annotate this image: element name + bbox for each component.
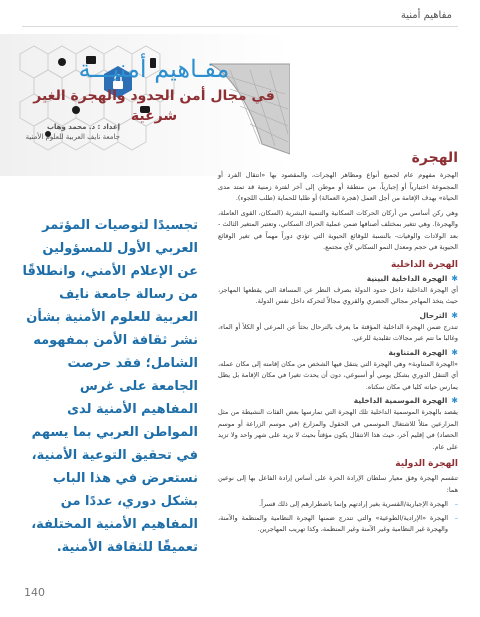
article-title-block — [24, 54, 284, 126]
intro-paragraph: الهجرة مفهوم عام لجميع أنواع ومظاهر الهجرات، والمقصود بها «انتقال الفرد أو المجموعة اختيارياً أو إجبارياً، من منطقة أو موطن إلى آخر لفترة زمنية قد تمتد مدى الحياة» بهدف الإقامة من أجل العمل (هجرة العمالة) أو طلبا للحماية (طلب اللجوء). — [218, 171, 458, 202]
subsection-heading-label: الهجرة المتناوبة — [388, 347, 448, 357]
subsection-heading-label: الترحال — [419, 310, 448, 320]
subsection-heading — [218, 348, 458, 357]
header-divider — [22, 26, 458, 27]
subsection-heading — [218, 311, 458, 320]
subsection-text: «الهجرة المتناوبة» وهي الهجرة التي يتنقل فيها الشخص من مكان إقامته إلى مكان عمله، أي التنقل الدوري بشكل يومي أو أسبوعي، دون أن يحدث تغيرا في مكان الإقامة بل يظل يمارس حياته كليا في مكان سكناه. — [218, 359, 458, 391]
subsection-heading-label: الهجرة الموسمية الداخلية — [353, 396, 448, 405]
star-bullet-icon: ✱ — [451, 396, 458, 405]
section-tag: مفاهيم أمنية — [400, 10, 452, 21]
migration-heading: الهجرة — [411, 150, 458, 166]
subsection-text: أي الهجرة الداخلية داخل حدود الدولة بصرف النظر عن المسافة التي يقطعها المهاجر، حيث يتخذ المهاجر مجالي الحضري والقروي مجالاً لتحركه داخل نفس الدولة. — [218, 285, 458, 305]
star-bullet-icon: ✱ — [451, 273, 458, 283]
intro-paragraph: وهي ركن أساسي من أركان الحركات السكانية والتنمية البشرية (السكان، القوى العاملة، والهجرة). وهي تتغير بمختلف أصنافها ضمن عملية الحراك السكاني، وتعتبر المتغير الثالث - بعد الولادات والوفيات- بالنسبة للوقائع الحيوية التي تؤدي دوراً مهماً في تغير الوقائع الحيوية في حجم ومعدل النمو السكاني لأي مجتمع. — [218, 208, 458, 251]
subsection-heading — [218, 274, 458, 283]
international-migration-heading: الهجرة الدولية — [395, 459, 458, 469]
article-title: مفـاهيم أمنيـــة — [78, 55, 230, 83]
list-item: – الهجرة «الإرادية/الطوعية» والتي تندرج ضمنها الهجرة النظامية والمنظمة والآمنة، والهجرة غير النظامية وغير الآمنة وغير المنظمة، وكذا تهريب المهاجرين. — [218, 513, 458, 536]
subsection-heading — [218, 396, 458, 405]
author-name: إعداد : د. محمد وهاب — [47, 123, 120, 131]
internal-migration-heading: الهجرة الداخلية — [391, 259, 458, 270]
international-intro: تنقسم الهجرة وفق معيار سلطان الإرادة الحرة على أساس إرادة الفاعل بها إلى نوعين هما: — [218, 474, 458, 494]
list-item: – الهجرة الإجبارية/القسرية بغير إرادتهم وإنما باضطرارهم إلى ذلك قسراً. — [218, 499, 458, 511]
article-body — [218, 150, 458, 538]
star-bullet-icon: ✱ — [451, 310, 458, 320]
author-affiliation: جامعة نايف العربية للعلوم الأمنية — [25, 133, 120, 141]
page-number: 140 — [24, 586, 45, 599]
star-bullet-icon: ✱ — [451, 347, 458, 357]
subsection-text: تندرج ضمن الهجرة الداخلية المؤقتة ما يعرف بالترحال بحثاً عن المرعى أو الكلأ أو الماء، وغالبا ما تتم عبر مجالات تقليدية للرعي. — [218, 322, 458, 342]
subsection-text: يقصد بالهجرة الموسمية الداخلية تلك الهجرة التي تمارسها بعض الفئات النشيطة من مثل المزارعين مثلاً للاشتغال الموسمي في الحقول والمزارع (في موسم الزراعة أو موسم الحصاد) في إقليم آخر، حيث هذا الانتقال يكون مؤقتاً بحيث لا يزيد على شهر واحد ولا تزيد على عام. — [218, 408, 458, 451]
subsection-heading-label: الهجرة الداخلية البينية — [366, 273, 448, 283]
pull-quote: تجسيدًا لتوصيات المؤتمر العربي الأول للمسؤولين عن الإعلام الأمني، وانطلاقًا من رسالة جامعة نايف العربية للعلوم الأمنية بشأن نشر ثقافة الأمن بمفهومه الشامل؛ فقد حرصت الجامعة على غرس المفاهيم الأمنية لدى المواطن العربي بما يسهم في تحقيق التوعية الأمنية، نستعرض في هذا الباب بشكل دوري، عددًا من المفاهيم الأمنية المختلفة، تعميقًا للثقافة الأمنية. — [22, 218, 198, 555]
article-subtitle: في مجال أمن الحدود والهجرة الغير شرعية — [33, 88, 275, 124]
author-credit — [20, 122, 120, 142]
